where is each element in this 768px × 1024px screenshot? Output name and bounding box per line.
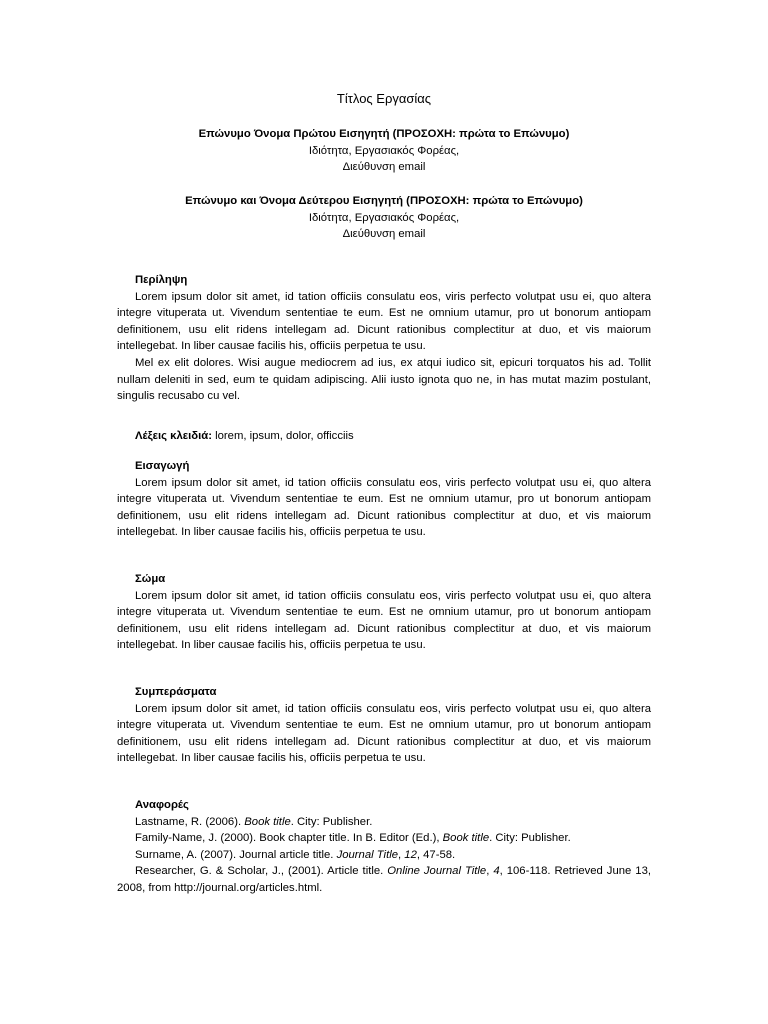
keywords-line bbox=[117, 428, 669, 445]
references-section bbox=[117, 797, 651, 897]
reference-italic: Online Journal Title bbox=[387, 865, 487, 878]
keywords-label: Λέξεις κλειδιά: bbox=[135, 430, 212, 442]
reference-item bbox=[117, 830, 651, 847]
author-block-2 bbox=[0, 193, 768, 243]
reference-text: , bbox=[486, 865, 494, 878]
reference-italic: Journal Title bbox=[336, 848, 398, 861]
reference-italic: 12 bbox=[404, 848, 417, 861]
reference-text: Surname, A. (2007). Journal article title. bbox=[135, 848, 337, 861]
abstract-section bbox=[117, 272, 651, 405]
abstract-heading: Περίληψη bbox=[135, 274, 188, 286]
reference-text: . City: Publisher. bbox=[489, 832, 571, 845]
section-heading: Εισαγωγή bbox=[135, 460, 190, 472]
abstract-paragraph: Lorem ipsum dolor sit amet, id tation officiis consulatu eos, viris perfecto volutpat usu ei, quo altera integre vituperata ut. Vivendum sententiae te eum. Est ne omnium utamur, pro ut bonorum antiopam definitionem, usu elit ridens intellegam ad. Dicunt rationibus complectitur at duo, et vis maiorum intellegebat. In liber causae facilis his, officiis perpetua te usu. bbox=[117, 290, 651, 353]
reference-text: Lastname, R. (2006). bbox=[135, 815, 245, 828]
section-paragraph: Lorem ipsum dolor sit amet, id tation officiis consulatu eos, viris perfecto volutpat usu ei, quo altera integre vituperata ut. Vivendum sententiae te eum. Est ne omnium utamur, pro ut bonorum antiopam definitionem, usu elit ridens intellegam ad. Dicunt rationibus complectitur at duo, et vis maiorum intellegebat. In liber causae facilis his, officiis perpetua te usu. bbox=[117, 702, 651, 765]
reference-text: , bbox=[398, 848, 405, 861]
reference-item bbox=[117, 814, 651, 831]
section-heading: Σώμα bbox=[135, 573, 166, 585]
section-conclusions bbox=[117, 684, 651, 767]
abstract-paragraph: Mel ex elit dolores. Wisi augue mediocrem ad ius, ex atqui iudico sit, epicuri torquatos his ad. Tollit nullam deleniti in sed, eum te quidam adipiscing. Alii iusto ignota quo ne, in has mutat mazim postulant, singulis recusabo cu vel. bbox=[117, 356, 651, 403]
paper-title: Τίτλος Εργασίας bbox=[336, 91, 432, 106]
keywords-value: lorem, ipsum, dolor, officciis bbox=[215, 430, 354, 442]
author-name: Επώνυμο Όνομα Πρώτου Εισηγητή (ΠΡΟΣΟΧΗ: πρώτα το Επώνυμο) bbox=[198, 128, 570, 140]
reference-text: Researcher, G. & Scholar, J., (2001). Article title. bbox=[135, 865, 388, 878]
reference-italic: Book title bbox=[244, 815, 291, 828]
author-affiliation: Ιδιότητα, Εργασιακός Φορέας, bbox=[308, 211, 460, 224]
reference-text: . City: Publisher. bbox=[290, 815, 373, 828]
author-email: Διεύθυνση email bbox=[342, 228, 426, 241]
author-affiliation: Ιδιότητα, Εργασιακός Φορέας, bbox=[308, 144, 460, 157]
section-body bbox=[117, 571, 651, 654]
reference-text: , 47-58. bbox=[416, 848, 456, 861]
author-name: Επώνυμο και Όνομα Δεύτερου Εισηγητή (ΠΡΟΣΟΧΗ: πρώτα το Επώνυμο) bbox=[185, 195, 583, 207]
author-block-1 bbox=[0, 126, 768, 176]
reference-italic: Book title bbox=[442, 832, 490, 845]
section-heading: Συμπεράσματα bbox=[135, 686, 217, 698]
reference-italic: 4 bbox=[493, 865, 500, 878]
reference-item bbox=[117, 847, 651, 864]
reference-text: Family-Name, J. (2000). Book chapter title. In B. Editor (Ed.), bbox=[135, 832, 443, 845]
section-paragraph: Lorem ipsum dolor sit amet, id tation officiis consulatu eos, viris perfecto volutpat usu ei, quo altera integre vituperata ut. Vivendum sententiae te eum. Est ne omnium utamur, pro ut bonorum antiopam definitionem, usu elit ridens intellegam ad. Dicunt rationibus complectitur at duo, et vis maiorum intellegebat. In liber causae facilis his, officiis perpetua te usu. bbox=[117, 589, 651, 652]
section-paragraph: Lorem ipsum dolor sit amet, id tation officiis consulatu eos, viris perfecto volutpat usu ei, quo altera integre vituperata ut. Vivendum sententiae te eum. Est ne omnium utamur, pro ut bonorum antiopam definitionem, usu elit ridens intellegam ad. Dicunt rationibus complectitur at duo, et vis maiorum intellegebat. In liber causae facilis his, officiis perpetua te usu. bbox=[117, 476, 651, 539]
reference-text: , 106-118. Retrieved June 13, 2008, from http://journal.org/articles.html. bbox=[117, 865, 651, 894]
author-email: Διεύθυνση email bbox=[342, 161, 426, 174]
section-introduction bbox=[117, 458, 651, 541]
reference-item bbox=[117, 863, 651, 896]
references-heading: Αναφορές bbox=[135, 799, 189, 811]
